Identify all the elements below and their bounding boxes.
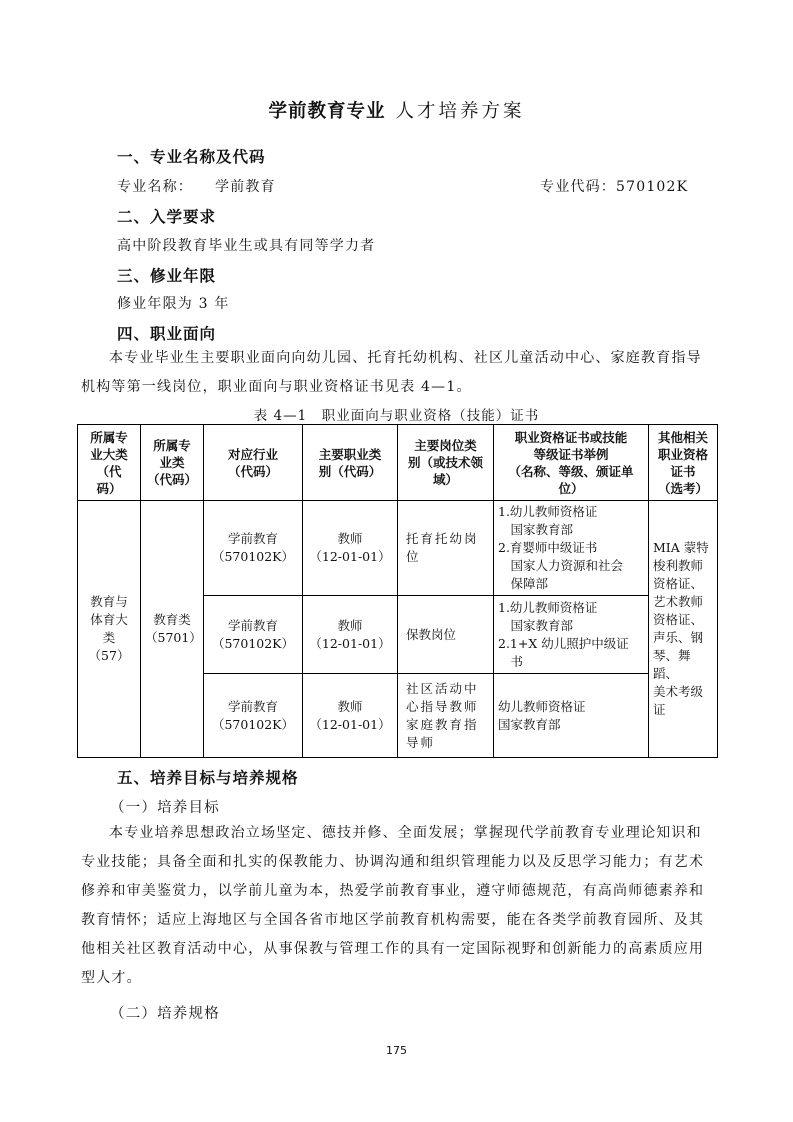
industry-cell: 学前教育 （570102K） [204,501,303,596]
table-header-cell: 对应行业 （代码） [204,425,303,501]
table-header-cell: 主要职业类 别（代码） [303,425,398,501]
major-name-label: 专业名称： [117,179,193,195]
major-name-value: 学前教育 [215,179,276,195]
section-2-heading: 二、入学要求 [117,208,217,226]
table-header-row [78,425,718,501]
occupation-cell: 教师 （12-01-01） [303,501,398,596]
post-cell: 托育托幼岗 位 [398,501,494,596]
industry-cell: 学前教育 （570102K） [204,674,303,758]
table-header-cell: 其他相关 职业资格 证书 （选考） [649,425,718,501]
table-row [78,501,718,596]
post-cell: 社区活动中 心指导教师 家庭教育指 导师 [398,674,494,758]
certs-cell: 幼儿教师资格证 国家教育部 [494,674,649,758]
certs-cell: 1.幼儿教师资格证 国家教育部 2.育婴师中级证书 国家人力资源和社会 保障部 [494,501,649,596]
occupation-cell: 教师 （12-01-01） [303,596,398,674]
post-cell: 保教岗位 [398,596,494,674]
table-header-cell: 所属专 业类 （代码） [141,425,204,501]
section-3-text: 修业年限为 3 年 [117,296,230,312]
title-main: 学前教育专业 [268,101,386,122]
section-2-text: 高中阶段教育毕业生或具有同等学力者 [117,238,376,254]
category-sub-cell: 教育类 （5701） [141,501,204,758]
section-4-heading: 四、职业面向 [117,325,217,343]
title-sub: 人才培养方案 [395,101,525,122]
occupation-table [77,424,718,758]
table-caption: 表 4—1 职业面向与职业资格（技能）证书 [253,408,540,424]
table-header-cell: 所属专 业大类 （代 码） [78,425,141,501]
major-name-line [117,176,276,196]
section-5-1-text: 本专业培养思想政治立场坚定、德技并修、全面发展；掌握现代学前教育专业理论知识和专业技能；具备全面和扎实的保教能力、协调沟通和组织管理能力以及反思学习能力；有艺术修养和审美鉴赏力，以学前儿童为本，热爱学前教育事业，遵守师德规范，有高尚师德素养和教育情怀；适应上海地区与全国各省市地区学前教育机构需要，能在各类学前教育园所、及其他相关社区教育活动中心，从事保教与管理工作的具有一定国际视野和创新能力的高素质应用型人才。 [81,825,705,986]
document-title [0,97,793,123]
certs-cell: 1.幼儿教师资格证 国家教育部 2.1+X 幼儿照护中级证 书 [494,596,649,674]
section-1-heading: 一、专业名称及代码 [117,148,266,166]
major-code-value: 570102K [616,179,689,195]
category-major-cell: 教育与 体育大 类 （57） [78,501,141,758]
industry-cell: 学前教育 （570102K） [204,596,303,674]
other-certs-cell: MIA 蒙特 梭利教师 资格证、 艺术教师 资格证、 声乐、钢 琴、舞蹈、 美术考级 证 [649,501,718,758]
page-number: 175 [386,1044,407,1057]
section-3-heading: 三、修业年限 [117,267,217,285]
section-4-text: 本专业毕业生主要职业面向向幼儿园、托育托幼机构、社区儿童活动中心、家庭教育指导机构等第一线岗位，职业面向与职业资格证书见表 4—1。 [81,350,702,395]
table-header-cell: 主要岗位类 别（或技术领 域） [398,425,494,501]
occupation-cell: 教师 （12-01-01） [303,674,398,758]
section-5-1-heading: （一）培养目标 [110,800,220,816]
major-code-label: 专业代码： [540,179,616,195]
section-5-heading: 五、培养目标与培养规格 [117,769,299,787]
major-code-line [540,176,688,196]
table-header-cell: 职业资格证书或技能 等级证书举例 （名称、等级、颁证单 位） [494,425,649,501]
section-5-2-heading: （二）培养规格 [110,1006,220,1022]
